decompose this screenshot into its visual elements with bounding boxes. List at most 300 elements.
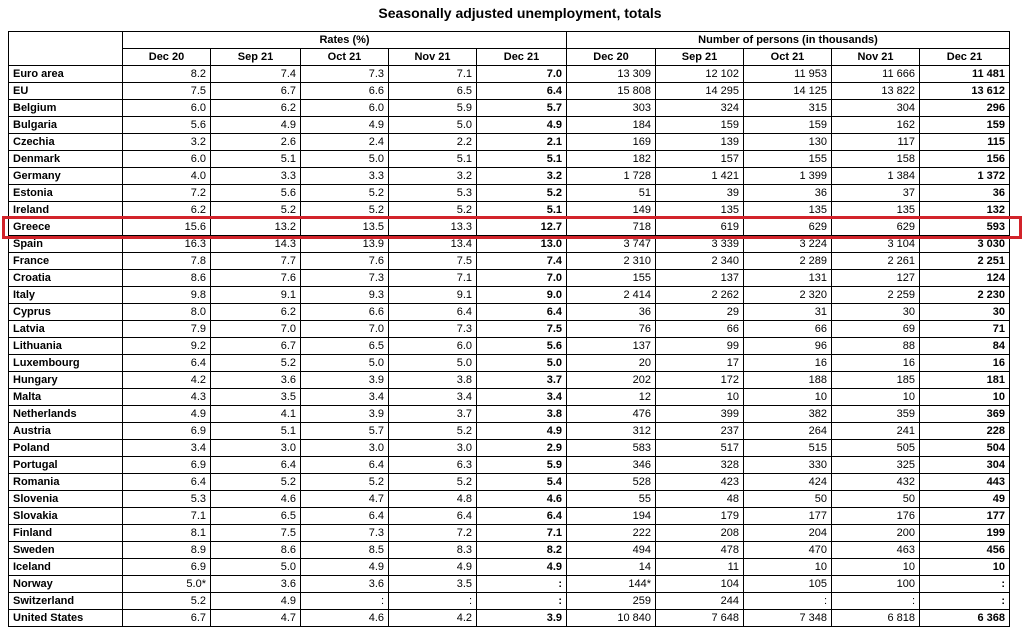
table-row — [9, 134, 1010, 151]
table-row — [9, 83, 1010, 100]
rate-cell: 8.5 — [301, 542, 389, 559]
persons-cell: 50 — [832, 491, 920, 508]
persons-cell: 184 — [567, 117, 656, 134]
rate-cell: 7.7 — [211, 253, 301, 270]
persons-cell: 264 — [744, 423, 832, 440]
persons-cell: 10 — [656, 389, 744, 406]
persons-cell: 49 — [920, 491, 1010, 508]
table-row — [9, 525, 1010, 542]
persons-cell: 718 — [567, 219, 656, 236]
rate-cell: 9.3 — [301, 287, 389, 304]
country-cell: Spain — [9, 236, 123, 253]
persons-cell: 470 — [744, 542, 832, 559]
country-cell: Germany — [9, 168, 123, 185]
rate-cell: 6.7 — [123, 610, 211, 627]
period-header: Oct 21 — [744, 49, 832, 66]
period-header: Sep 21 — [211, 49, 301, 66]
rate-cell: 6.6 — [301, 83, 389, 100]
period-header: Dec 20 — [123, 49, 211, 66]
persons-cell: 132 — [920, 202, 1010, 219]
rate-cell: 5.2 — [389, 202, 477, 219]
rate-cell: 6.7 — [211, 83, 301, 100]
table-body — [9, 66, 1010, 627]
persons-cell: 14 125 — [744, 83, 832, 100]
rate-cell: 7.3 — [301, 66, 389, 83]
rate-cell: 6.4 — [301, 457, 389, 474]
rate-cell: 4.9 — [211, 593, 301, 610]
table-row — [9, 151, 1010, 168]
persons-cell: 324 — [656, 100, 744, 117]
country-cell: Norway — [9, 576, 123, 593]
persons-cell: 1 421 — [656, 168, 744, 185]
persons-cell: 237 — [656, 423, 744, 440]
rate-cell: 13.9 — [301, 236, 389, 253]
rate-cell: 6.2 — [123, 202, 211, 219]
persons-cell: 10 — [920, 389, 1010, 406]
rate-cell: 3.4 — [477, 389, 567, 406]
period-header: Dec 20 — [567, 49, 656, 66]
rate-cell: 5.0 — [389, 355, 477, 372]
country-cell: Belgium — [9, 100, 123, 117]
persons-cell: 182 — [567, 151, 656, 168]
rate-cell: 13.0 — [477, 236, 567, 253]
rate-cell: 6.0 — [301, 100, 389, 117]
rate-cell: 9.1 — [389, 287, 477, 304]
table-row — [9, 372, 1010, 389]
persons-cell: 36 — [744, 185, 832, 202]
country-cell: Switzerland — [9, 593, 123, 610]
persons-cell: 124 — [920, 270, 1010, 287]
persons-cell: 2 262 — [656, 287, 744, 304]
persons-cell: 162 — [832, 117, 920, 134]
rate-cell: 8.2 — [123, 66, 211, 83]
persons-cell: 423 — [656, 474, 744, 491]
rate-cell: 5.0* — [123, 576, 211, 593]
rate-cell: 6.4 — [301, 508, 389, 525]
persons-cell: 593 — [920, 219, 1010, 236]
persons-cell: 369 — [920, 406, 1010, 423]
rate-cell: 5.2 — [211, 355, 301, 372]
period-header: Nov 21 — [832, 49, 920, 66]
persons-cell: 2 320 — [744, 287, 832, 304]
rate-cell: 5.6 — [123, 117, 211, 134]
persons-cell: 88 — [832, 338, 920, 355]
persons-cell: 478 — [656, 542, 744, 559]
persons-cell: 14 295 — [656, 83, 744, 100]
rate-cell: 5.4 — [477, 474, 567, 491]
country-cell: Italy — [9, 287, 123, 304]
country-cell: Malta — [9, 389, 123, 406]
rate-cell: 5.2 — [123, 593, 211, 610]
persons-cell: 3 030 — [920, 236, 1010, 253]
persons-cell: 11 — [656, 559, 744, 576]
rate-cell: 4.9 — [477, 559, 567, 576]
rate-cell: 9.1 — [211, 287, 301, 304]
persons-cell: 117 — [832, 134, 920, 151]
persons-cell: 2 289 — [744, 253, 832, 270]
rate-cell: 5.7 — [477, 100, 567, 117]
persons-cell: 188 — [744, 372, 832, 389]
persons-cell: 30 — [920, 304, 1010, 321]
rate-cell: 4.7 — [301, 491, 389, 508]
rate-cell: 6.0 — [123, 100, 211, 117]
persons-cell: 2 251 — [920, 253, 1010, 270]
persons-cell: 2 261 — [832, 253, 920, 270]
persons-cell: 629 — [744, 219, 832, 236]
persons-cell: 51 — [567, 185, 656, 202]
country-cell: Iceland — [9, 559, 123, 576]
rate-cell: 5.9 — [477, 457, 567, 474]
persons-cell: 528 — [567, 474, 656, 491]
persons-cell: 135 — [744, 202, 832, 219]
country-cell: Sweden — [9, 542, 123, 559]
rate-cell: 7.5 — [211, 525, 301, 542]
rate-cell: 5.6 — [211, 185, 301, 202]
rate-cell: 8.3 — [389, 542, 477, 559]
rate-cell: 12.7 — [477, 219, 567, 236]
country-cell: Portugal — [9, 457, 123, 474]
persons-cell: 424 — [744, 474, 832, 491]
rate-cell: 4.9 — [123, 406, 211, 423]
persons-cell: 7 348 — [744, 610, 832, 627]
rate-cell: 7.5 — [389, 253, 477, 270]
rate-cell: 2.2 — [389, 134, 477, 151]
rate-cell: 4.9 — [477, 117, 567, 134]
persons-cell: 399 — [656, 406, 744, 423]
rate-cell: 4.6 — [301, 610, 389, 627]
persons-cell: 66 — [656, 321, 744, 338]
rate-cell: 5.1 — [477, 202, 567, 219]
table-title: Seasonally adjusted unemployment, totals — [378, 5, 662, 21]
rate-cell: 4.2 — [123, 372, 211, 389]
persons-cell: 202 — [567, 372, 656, 389]
persons-cell: 155 — [744, 151, 832, 168]
rate-cell: 5.2 — [301, 202, 389, 219]
persons-cell: 1 399 — [744, 168, 832, 185]
rate-cell: 9.0 — [477, 287, 567, 304]
rate-cell: 3.0 — [301, 440, 389, 457]
table-row — [9, 423, 1010, 440]
persons-cell: 159 — [744, 117, 832, 134]
rate-cell: 6.2 — [211, 304, 301, 321]
table-row — [9, 219, 1010, 236]
rate-cell: 4.6 — [211, 491, 301, 508]
rate-cell: 7.0 — [301, 321, 389, 338]
table-row — [9, 440, 1010, 457]
persons-cell: 2 310 — [567, 253, 656, 270]
rate-cell: 7.1 — [389, 66, 477, 83]
persons-cell: 6 368 — [920, 610, 1010, 627]
persons-cell: 12 — [567, 389, 656, 406]
country-cell: Austria — [9, 423, 123, 440]
persons-cell: 1 384 — [832, 168, 920, 185]
country-cell: Croatia — [9, 270, 123, 287]
persons-cell: 312 — [567, 423, 656, 440]
table-row — [9, 406, 1010, 423]
persons-cell: 172 — [656, 372, 744, 389]
persons-cell: 29 — [656, 304, 744, 321]
rate-cell: : — [389, 593, 477, 610]
persons-cell: 200 — [832, 525, 920, 542]
country-cell: Cyprus — [9, 304, 123, 321]
persons-cell: 157 — [656, 151, 744, 168]
rate-cell: 7.2 — [389, 525, 477, 542]
persons-cell: 16 — [832, 355, 920, 372]
rate-cell: 9.8 — [123, 287, 211, 304]
rate-cell: 5.1 — [211, 151, 301, 168]
persons-cell: 2 259 — [832, 287, 920, 304]
rate-cell: 5.1 — [389, 151, 477, 168]
persons-cell: 456 — [920, 542, 1010, 559]
table-row — [9, 576, 1010, 593]
table-row — [9, 100, 1010, 117]
country-cell: Hungary — [9, 372, 123, 389]
rate-cell: 7.3 — [389, 321, 477, 338]
persons-cell: 3 339 — [656, 236, 744, 253]
persons-cell: 2 230 — [920, 287, 1010, 304]
rate-cell: 5.3 — [123, 491, 211, 508]
persons-cell: 15 808 — [567, 83, 656, 100]
rate-cell: 7.1 — [477, 525, 567, 542]
table-row — [9, 474, 1010, 491]
rate-cell: 6.4 — [389, 304, 477, 321]
rate-cell: 5.2 — [389, 474, 477, 491]
persons-cell: 259 — [567, 593, 656, 610]
unemployment-table — [8, 31, 1010, 627]
persons-cell: 2 414 — [567, 287, 656, 304]
rate-cell: 3.7 — [477, 372, 567, 389]
rate-cell: 3.9 — [301, 372, 389, 389]
persons-cell: 100 — [832, 576, 920, 593]
rate-cell: 7.3 — [301, 270, 389, 287]
persons-cell: 7 648 — [656, 610, 744, 627]
persons-cell: 619 — [656, 219, 744, 236]
persons-cell: 222 — [567, 525, 656, 542]
rate-cell: 5.2 — [301, 474, 389, 491]
persons-cell: 185 — [832, 372, 920, 389]
table-row — [9, 457, 1010, 474]
persons-cell: 13 612 — [920, 83, 1010, 100]
rate-cell: 7.6 — [301, 253, 389, 270]
rate-cell: 5.2 — [211, 474, 301, 491]
rate-cell: 6.4 — [477, 508, 567, 525]
rate-cell: 2.9 — [477, 440, 567, 457]
country-cell: Slovakia — [9, 508, 123, 525]
rate-cell: 5.6 — [477, 338, 567, 355]
persons-cell: 244 — [656, 593, 744, 610]
persons-cell: 517 — [656, 440, 744, 457]
persons-cell: 17 — [656, 355, 744, 372]
rate-cell: 7.5 — [477, 321, 567, 338]
persons-cell: 359 — [832, 406, 920, 423]
rate-cell: 6.0 — [389, 338, 477, 355]
table-row — [9, 321, 1010, 338]
persons-cell: 84 — [920, 338, 1010, 355]
rate-cell: 7.1 — [123, 508, 211, 525]
table-row — [9, 185, 1010, 202]
country-cell: Lithuania — [9, 338, 123, 355]
persons-cell: 177 — [744, 508, 832, 525]
persons-cell: 476 — [567, 406, 656, 423]
rate-cell: 3.6 — [301, 576, 389, 593]
rate-cell: 6.9 — [123, 457, 211, 474]
rate-cell: 3.9 — [301, 406, 389, 423]
persons-cell: 382 — [744, 406, 832, 423]
period-header: Oct 21 — [301, 49, 389, 66]
persons-cell: 303 — [567, 100, 656, 117]
persons-cell: 13 822 — [832, 83, 920, 100]
rate-cell: 5.0 — [211, 559, 301, 576]
persons-cell: 10 — [920, 559, 1010, 576]
persons-cell: 176 — [832, 508, 920, 525]
persons-cell: 159 — [656, 117, 744, 134]
persons-cell: 2 340 — [656, 253, 744, 270]
rate-cell: 5.0 — [301, 355, 389, 372]
country-cell: United States — [9, 610, 123, 627]
rate-cell: 3.5 — [389, 576, 477, 593]
persons-cell: 204 — [744, 525, 832, 542]
persons-cell: 463 — [832, 542, 920, 559]
persons-cell: 37 — [832, 185, 920, 202]
rate-cell: 7.1 — [389, 270, 477, 287]
rate-cell: 5.3 — [389, 185, 477, 202]
persons-cell: 66 — [744, 321, 832, 338]
rate-cell: 6.5 — [389, 83, 477, 100]
persons-cell: 504 — [920, 440, 1010, 457]
persons-cell: : — [744, 593, 832, 610]
persons-cell: 10 — [832, 389, 920, 406]
persons-cell: 30 — [832, 304, 920, 321]
rate-cell: 4.8 — [389, 491, 477, 508]
persons-cell: 127 — [832, 270, 920, 287]
rate-cell: 3.8 — [389, 372, 477, 389]
country-cell: Denmark — [9, 151, 123, 168]
rate-cell: 5.0 — [301, 151, 389, 168]
rate-cell: 7.9 — [123, 321, 211, 338]
persons-cell: 629 — [832, 219, 920, 236]
persons-cell: 177 — [920, 508, 1010, 525]
persons-cell: 346 — [567, 457, 656, 474]
rate-cell: 7.4 — [211, 66, 301, 83]
persons-cell: 505 — [832, 440, 920, 457]
persons-cell: 76 — [567, 321, 656, 338]
country-cell: Czechia — [9, 134, 123, 151]
persons-cell: 155 — [567, 270, 656, 287]
country-cell: Estonia — [9, 185, 123, 202]
persons-cell: 14 — [567, 559, 656, 576]
rate-cell: 6.7 — [211, 338, 301, 355]
rate-cell: 5.2 — [301, 185, 389, 202]
persons-cell: 55 — [567, 491, 656, 508]
table-row — [9, 168, 1010, 185]
country-cell: Slovenia — [9, 491, 123, 508]
country-cell: Luxembourg — [9, 355, 123, 372]
rate-cell: 7.0 — [477, 66, 567, 83]
rate-cell: 7.0 — [477, 270, 567, 287]
country-cell: Latvia — [9, 321, 123, 338]
rate-cell: 7.2 — [123, 185, 211, 202]
rate-cell: 6.4 — [477, 83, 567, 100]
persons-cell: 48 — [656, 491, 744, 508]
rate-cell: 6.2 — [211, 100, 301, 117]
persons-cell: 304 — [832, 100, 920, 117]
rate-cell: 4.7 — [211, 610, 301, 627]
persons-cell: 296 — [920, 100, 1010, 117]
table-row — [9, 287, 1010, 304]
persons-cell: 99 — [656, 338, 744, 355]
persons-cell: 304 — [920, 457, 1010, 474]
rate-cell: 3.2 — [389, 168, 477, 185]
persons-cell: 16 — [744, 355, 832, 372]
rate-cell: 5.2 — [211, 202, 301, 219]
persons-cell: 137 — [567, 338, 656, 355]
table-row — [9, 304, 1010, 321]
persons-cell: 130 — [744, 134, 832, 151]
rate-cell: 8.2 — [477, 542, 567, 559]
rate-cell: 6.9 — [123, 559, 211, 576]
persons-cell: 139 — [656, 134, 744, 151]
table-row — [9, 508, 1010, 525]
rate-cell: 5.2 — [477, 185, 567, 202]
rate-cell: 4.9 — [211, 117, 301, 134]
persons-cell: 11 481 — [920, 66, 1010, 83]
persons-cell: 6 818 — [832, 610, 920, 627]
rate-cell: 5.2 — [389, 423, 477, 440]
rate-cell: 7.5 — [123, 83, 211, 100]
persons-cell: : — [832, 593, 920, 610]
rate-cell: 4.6 — [477, 491, 567, 508]
persons-cell: 11 953 — [744, 66, 832, 83]
persons-cell: 36 — [920, 185, 1010, 202]
rates-header: Rates (%) — [123, 32, 567, 49]
country-header — [9, 32, 123, 66]
persons-cell: 443 — [920, 474, 1010, 491]
persons-cell: 39 — [656, 185, 744, 202]
table-row — [9, 542, 1010, 559]
country-cell: France — [9, 253, 123, 270]
rate-cell: 5.1 — [211, 423, 301, 440]
table-row — [9, 338, 1010, 355]
persons-cell: 10 840 — [567, 610, 656, 627]
rate-cell: 3.2 — [123, 134, 211, 151]
persons-cell: 12 102 — [656, 66, 744, 83]
rate-cell: 6.6 — [301, 304, 389, 321]
table-row — [9, 66, 1010, 83]
rate-cell: 5.0 — [477, 355, 567, 372]
rate-cell: 4.3 — [123, 389, 211, 406]
country-cell: Greece — [9, 219, 123, 236]
table-row — [9, 202, 1010, 219]
rate-cell: 3.5 — [211, 389, 301, 406]
country-cell: Romania — [9, 474, 123, 491]
rate-cell: 14.3 — [211, 236, 301, 253]
persons-cell: 199 — [920, 525, 1010, 542]
rate-cell: 3.0 — [389, 440, 477, 457]
rate-cell: 4.0 — [123, 168, 211, 185]
persons-cell: 36 — [567, 304, 656, 321]
persons-cell: 135 — [832, 202, 920, 219]
rate-cell: 3.4 — [301, 389, 389, 406]
rate-cell: 8.1 — [123, 525, 211, 542]
table-row — [9, 355, 1010, 372]
table-row — [9, 236, 1010, 253]
persons-cell: 105 — [744, 576, 832, 593]
persons-cell: 10 — [744, 389, 832, 406]
table-row — [9, 389, 1010, 406]
country-cell: Euro area — [9, 66, 123, 83]
persons-cell: 432 — [832, 474, 920, 491]
rate-cell: 15.6 — [123, 219, 211, 236]
